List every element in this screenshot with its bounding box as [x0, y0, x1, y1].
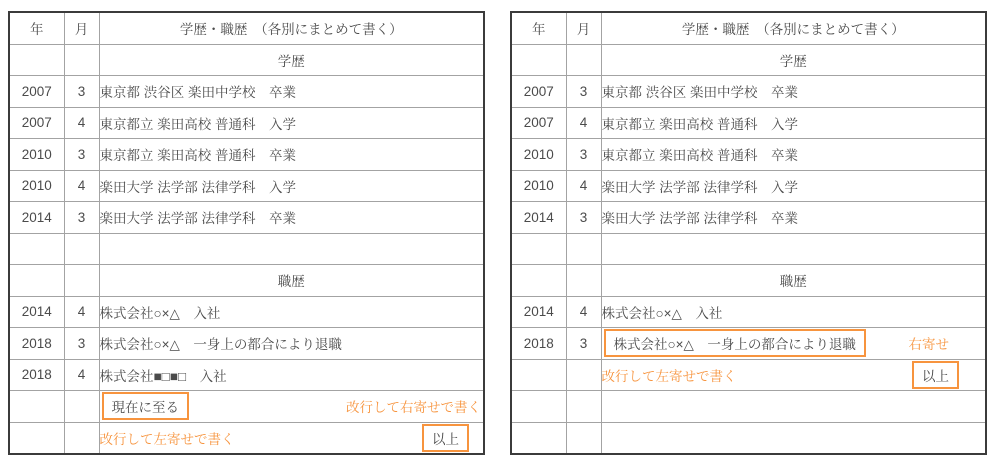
- header-row: [511, 12, 986, 44]
- month-cell: [64, 233, 99, 265]
- month-cell: [566, 233, 601, 265]
- year-cell: 2014: [511, 296, 566, 328]
- entry-row: [9, 202, 484, 234]
- year-cell: 2018: [9, 328, 64, 360]
- boxed-entry-row: [511, 328, 986, 360]
- month-cell: 4: [64, 107, 99, 139]
- note-right-align: 改行して右寄せで書く: [346, 400, 481, 416]
- year-cell: [511, 265, 566, 297]
- month-cell: [64, 44, 99, 76]
- history-cell: [99, 391, 484, 423]
- history-cell: [601, 359, 986, 391]
- history-cell: 東京都立 楽田高校 普通科 入学: [99, 107, 484, 139]
- month-cell: 3: [64, 328, 99, 360]
- history-cell: 株式会社○×△ 入社: [601, 296, 986, 328]
- year-cell: 2018: [511, 328, 566, 360]
- end-mark-row: [511, 359, 986, 391]
- entry-row: [511, 202, 986, 234]
- resume-table-right: [510, 11, 987, 455]
- history-cell: [601, 391, 986, 423]
- year-cell: 2018: [9, 359, 64, 391]
- resume-table-left: [8, 11, 485, 455]
- year-cell: 2007: [511, 76, 566, 108]
- history-cell: 東京都 渋谷区 楽田中学校 卒業: [99, 76, 484, 108]
- year-cell: 2007: [9, 107, 64, 139]
- year-cell: [9, 422, 64, 454]
- empty-row: [9, 233, 484, 265]
- education-section-label: 学歴: [601, 44, 986, 76]
- year-cell: 2010: [511, 170, 566, 202]
- history-cell: 東京都 渋谷区 楽田中学校 卒業: [601, 76, 986, 108]
- work-section-label: 職歴: [601, 265, 986, 297]
- month-cell: 3: [566, 202, 601, 234]
- work-section-label: 職歴: [99, 265, 484, 297]
- entry-row: [511, 139, 986, 171]
- entry-row: [511, 76, 986, 108]
- entry-row: [9, 296, 484, 328]
- history-cell: [99, 233, 484, 265]
- history-header: 学歴・職歴 （各別にまとめて書く）: [601, 12, 986, 44]
- history-cell: 楽田大学 法学部 法律学科 卒業: [601, 202, 986, 234]
- entry-row: [511, 170, 986, 202]
- empty-row: [511, 233, 986, 265]
- history-header: 学歴・職歴 （各別にまとめて書く）: [99, 12, 484, 44]
- month-cell: [64, 391, 99, 423]
- year-cell: 2010: [9, 170, 64, 202]
- current-status-box: 現在に至る: [102, 392, 190, 420]
- year-cell: 2007: [511, 107, 566, 139]
- history-cell: 株式会社○×△ 一身上の都合により退職: [99, 328, 484, 360]
- year-cell: 2010: [9, 139, 64, 171]
- end-mark-row: [9, 422, 484, 454]
- year-cell: [511, 359, 566, 391]
- month-cell: 3: [566, 328, 601, 360]
- year-cell: [511, 44, 566, 76]
- year-cell: [9, 233, 64, 265]
- history-cell: 楽田大学 法学部 法律学科 入学: [99, 170, 484, 202]
- empty-row: [511, 422, 986, 454]
- year-header: 年: [9, 12, 64, 44]
- month-cell: [64, 422, 99, 454]
- history-cell: 東京都立 楽田高校 普通科 卒業: [99, 139, 484, 171]
- history-cell: [601, 422, 986, 454]
- history-cell: 株式会社○×△ 入社: [99, 296, 484, 328]
- entry-row: [9, 139, 484, 171]
- month-header: 月: [64, 12, 99, 44]
- entry-row: [9, 76, 484, 108]
- entry-row: [9, 328, 484, 360]
- history-cell: 東京都立 楽田高校 普通科 卒業: [601, 139, 986, 171]
- history-cell: 楽田大学 法学部 法律学科 卒業: [99, 202, 484, 234]
- history-cell: 楽田大学 法学部 法律学科 入学: [601, 170, 986, 202]
- section-row-education: [9, 44, 484, 76]
- month-cell: 4: [64, 296, 99, 328]
- highlighted-entry-box: 株式会社○×△ 一身上の都合により退職: [604, 329, 866, 357]
- end-mark-box: 以上: [422, 424, 469, 452]
- year-cell: 2014: [511, 202, 566, 234]
- month-cell: 3: [566, 76, 601, 108]
- entry-row: [511, 107, 986, 139]
- month-cell: [566, 265, 601, 297]
- year-cell: [511, 422, 566, 454]
- right-align-note: 右寄せ: [908, 337, 949, 353]
- month-cell: 3: [64, 139, 99, 171]
- history-cell: 株式会社■□■□ 入社: [99, 359, 484, 391]
- month-cell: 3: [64, 76, 99, 108]
- month-header: 月: [566, 12, 601, 44]
- history-cell: [601, 233, 986, 265]
- year-cell: 2007: [9, 76, 64, 108]
- header-row: [9, 12, 484, 44]
- month-cell: [566, 391, 601, 423]
- entry-row: [9, 107, 484, 139]
- end-mark-box: 以上: [912, 361, 959, 389]
- history-cell: [601, 328, 986, 360]
- year-cell: [9, 44, 64, 76]
- month-cell: 4: [566, 296, 601, 328]
- history-cell: 東京都立 楽田高校 普通科 入学: [601, 107, 986, 139]
- month-cell: 3: [64, 202, 99, 234]
- year-cell: 2014: [9, 296, 64, 328]
- month-cell: [566, 359, 601, 391]
- year-cell: 2014: [9, 202, 64, 234]
- note-left-align: 改行して左寄せで書く: [601, 368, 737, 384]
- section-row-education: [511, 44, 986, 76]
- month-cell: 4: [64, 359, 99, 391]
- section-row-work: [9, 265, 484, 297]
- month-cell: 4: [566, 107, 601, 139]
- entry-row: [9, 359, 484, 391]
- note-left-align: 改行して左寄せで書く: [99, 431, 235, 447]
- month-cell: 4: [566, 170, 601, 202]
- year-header: 年: [511, 12, 566, 44]
- section-row-work: [511, 265, 986, 297]
- month-cell: [64, 265, 99, 297]
- year-cell: 2010: [511, 139, 566, 171]
- year-cell: [511, 233, 566, 265]
- year-cell: [9, 265, 64, 297]
- month-cell: [566, 422, 601, 454]
- empty-row: [511, 391, 986, 423]
- education-section-label: 学歴: [99, 44, 484, 76]
- month-cell: 4: [64, 170, 99, 202]
- entry-row: [511, 296, 986, 328]
- year-cell: [511, 391, 566, 423]
- year-cell: [9, 391, 64, 423]
- month-cell: 3: [566, 139, 601, 171]
- history-cell: [99, 422, 484, 454]
- month-cell: [566, 44, 601, 76]
- entry-row: [9, 170, 484, 202]
- current-status-row: [9, 391, 484, 423]
